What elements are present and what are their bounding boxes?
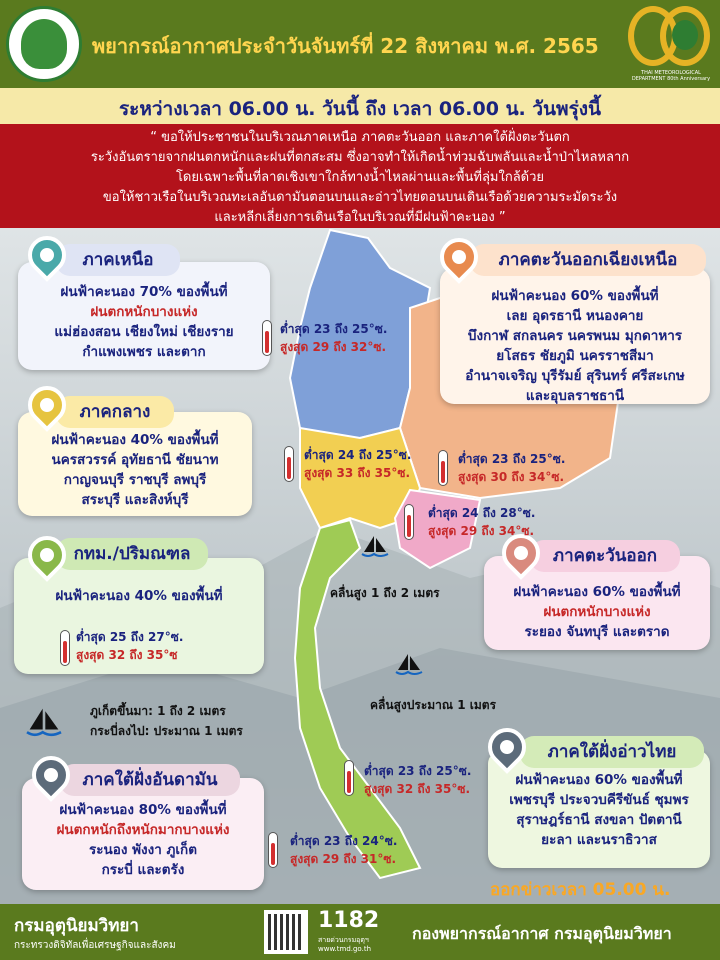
tmd-logo: [6, 6, 82, 82]
anniversary-logo: [628, 6, 714, 82]
central-temp-low: ต่ำสุด 24 ถึง 25°ซ.: [304, 448, 412, 462]
gulf-provinces-1: เพชรบุรี ประจวบคีรีขันธ์ ชุมพร: [509, 792, 689, 808]
thermometer-icon: [344, 760, 354, 796]
northeast-title: ภาคตะวันออกเฉียงเหนือ: [470, 244, 706, 276]
bangkok-temp: [76, 628, 183, 664]
central-provinces-1: นครสวรรค์ อุทัยธานี ชัยนาท: [51, 452, 219, 468]
hotline-caption: [318, 936, 371, 954]
andaman-provinces-1: ระนอง พังงา ภูเก็ต: [89, 842, 197, 858]
bangkok-title: กทม./ปริมณฑล: [56, 538, 208, 570]
northeast-provinces-2: บึงกาฬ สกลนคร นครพนม มุกดาหาร: [467, 328, 683, 344]
gulf-temp-low: ต่ำสุด 23 ถึง 25°ซ.: [364, 764, 472, 778]
forecast-period-bar: [0, 88, 720, 124]
north-provinces-1: แม่ฮ่องสอน เชียงใหม่ เชียงราย: [54, 324, 234, 340]
andaman-provinces-2: กระบี่ และตรัง: [101, 862, 185, 878]
warning-line: โดยเฉพาะพื้นที่ลาดเชิงเขาใกล้ทางน้ำไหลผ่านและพื้นที่ลุ่มใกล้ด้วย: [175, 170, 545, 185]
andaman-wave-north: ภูเก็ตขึ้นมา: 1 ถึง 2 เมตร: [90, 704, 226, 718]
website-link[interactable]: www.tmd.go.th: [318, 945, 371, 953]
boat-icon: [360, 534, 390, 560]
andaman-title: ภาคใต้ฝั่งอันดามัน: [60, 764, 240, 796]
bangkok-temp-low: ต่ำสุด 25 ถึง 27°ซ.: [76, 630, 184, 644]
north-rain: ฝนฟ้าคะนอง 70% ของพื้นที่: [60, 284, 228, 300]
central-temp: [304, 446, 411, 482]
warning-line: และหลีกเลี่ยงการเดินเรือในบริเวณที่มีฝนฟ้าคะนอง ”: [214, 210, 506, 225]
gulf-lower-wave: คลื่นสูงประมาณ 1 เมตร: [370, 698, 497, 712]
hotline-label: สายด่วนกรมอุตุฯ: [318, 936, 369, 944]
gulf-rain: ฝนฟ้าคะนอง 60% ของพื้นที่: [515, 772, 683, 788]
northeast-card: [440, 268, 710, 404]
thermometer-icon: [262, 320, 272, 356]
central-title: ภาคกลาง: [56, 396, 174, 428]
east-rain: ฝนฟ้าคะนอง 60% ของพื้นที่: [513, 584, 681, 600]
east-heavy: ฝนตกหนักบางแห่ง: [543, 604, 651, 620]
thermometer-icon: [284, 446, 294, 482]
andaman-temp: [290, 832, 397, 868]
central-rain: ฝนฟ้าคะนอง 40% ของพื้นที่: [51, 432, 219, 448]
central-provinces-2: กาญจนบุรี ราชบุรี ลพบุรี: [63, 472, 207, 488]
central-temp-high: สูงสุด 33 ถึง 35°ซ.: [304, 466, 411, 480]
thermometer-icon: [404, 504, 414, 540]
north-temp-high: สูงสุด 29 ถึง 32°ซ.: [280, 340, 387, 354]
north-temp: [280, 320, 387, 356]
andaman-wave-south: กระบี่ลงไป: ประมาณ 1 เมตร: [90, 724, 243, 738]
qr-code[interactable]: [264, 910, 308, 954]
north-card: [18, 262, 270, 370]
andaman-heavy: ฝนตกหนักถึงหนักมากบางแห่ง: [56, 822, 230, 838]
issue-time: ออกข่าวเวลา 05.00 น.: [490, 880, 671, 900]
warning-line: ขอให้ชาวเรือในบริเวณทะเลอันดามันตอนบนและอ่าวไทยตอนบนเดินเรือด้วยความระมัดระวัง: [102, 190, 618, 205]
northeast-provinces-5: และอุบลราชธานี: [525, 388, 625, 404]
footer-bar: [0, 904, 720, 960]
gulf-temp: [364, 762, 471, 798]
northeast-temp: [458, 450, 565, 486]
andaman-temp-high: สูงสุด 29 ถึง 31°ซ.: [290, 852, 397, 866]
northeast-provinces-1: เลย อุดรธานี หนองคาย: [506, 308, 644, 324]
boat-icon: [22, 706, 66, 740]
ministry-name: กระทรวงดิจิทัลเพื่อเศรษฐกิจและสังคม: [14, 940, 176, 951]
gulf-provinces-3: ยะลา และนราธิวาส: [541, 832, 657, 848]
east-provinces: ระยอง จันทบุรี และตราด: [524, 624, 670, 640]
page-title: พยากรณ์อากาศประจำวันจันทร์ที่ 22 สิงหาคม พ.ศ. 2565: [92, 34, 599, 58]
map-area: [0, 228, 720, 904]
north-title: ภาคเหนือ: [56, 244, 180, 276]
boat-icon: [394, 652, 424, 678]
thermometer-icon: [60, 630, 70, 666]
forecast-period: ระหว่างเวลา 06.00 น. วันนี้ ถึง เวลา 06.00 น. วันพรุ่งนี้: [118, 98, 602, 120]
header-bar: [0, 0, 720, 88]
thermometer-icon: [268, 832, 278, 868]
division-name: กองพยากรณ์อากาศ กรมอุตุนิยมวิทยา: [412, 924, 672, 943]
thermometer-icon: [438, 450, 448, 486]
warning-line: ระวังอันตรายจากฝนตกหนักและฝนที่ตกสะสม ซึ่งอาจทำให้เกิดน้ำท่วมฉับพลันและน้ำป่าไหลหลาก: [90, 150, 630, 165]
warning-box: [0, 124, 720, 228]
east-temp: [428, 504, 535, 540]
gulf-temp-high: สูงสุด 32 ถึง 35°ซ.: [364, 782, 471, 796]
gulf-provinces-2: สุราษฎร์ธานี สงขลา ปัตตานี: [516, 812, 682, 828]
central-provinces-3: สระบุรี และสิงห์บุรี: [81, 492, 189, 508]
north-temp-low: ต่ำสุด 23 ถึง 25°ซ.: [280, 322, 388, 336]
northeast-rain: ฝนฟ้าคะนอง 60% ของพื้นที่: [491, 288, 659, 304]
east-temp-low: ต่ำสุด 24 ถึง 28°ซ.: [428, 506, 536, 520]
bangkok-temp-high: สูงสุด 32 ถึง 35°ซ: [76, 648, 178, 662]
hotline-number: 1182: [318, 908, 380, 933]
north-heavy: ฝนตกหนักบางแห่ง: [90, 304, 198, 320]
northeast-provinces-4: อำนาจเจริญ บุรีรัมย์ สุรินทร์ ศรีสะเกษ: [465, 368, 685, 384]
andaman-temp-low: ต่ำสุด 23 ถึง 24°ซ.: [290, 834, 398, 848]
gulf-upper-wave: คลื่นสูง 1 ถึง 2 เมตร: [330, 586, 440, 600]
warning-line: “ ขอให้ประชาชนในบริเวณภาคเหนือ ภาคตะวันออก และภาคใต้ฝั่งตะวันตก: [150, 130, 570, 145]
northeast-temp-low: ต่ำสุด 23 ถึง 25°ซ.: [458, 452, 566, 466]
andaman-rain: ฝนฟ้าคะนอง 80% ของพื้นที่: [59, 802, 227, 818]
anniversary-caption: THAI METEOROLOGICAL DEPARTMENT 80th Anniversary: [631, 70, 711, 82]
org-name: กรมอุตุนิยมวิทยา: [14, 916, 139, 936]
east-title: ภาคตะวันออก: [530, 540, 680, 572]
bangkok-rain: ฝนฟ้าคะนอง 40% ของพื้นที่: [55, 588, 223, 604]
northeast-provinces-3: ยโสธร ชัยภูมิ นครราชสีมา: [496, 348, 654, 364]
north-provinces-2: กำแพงเพชร และตาก: [82, 344, 206, 360]
gulf-title: ภาคใต้ฝั่งอ่าวไทย: [520, 736, 704, 768]
east-temp-high: สูงสุด 29 ถึง 34°ซ.: [428, 524, 535, 538]
northeast-temp-high: สูงสุด 30 ถึง 34°ซ.: [458, 470, 565, 484]
